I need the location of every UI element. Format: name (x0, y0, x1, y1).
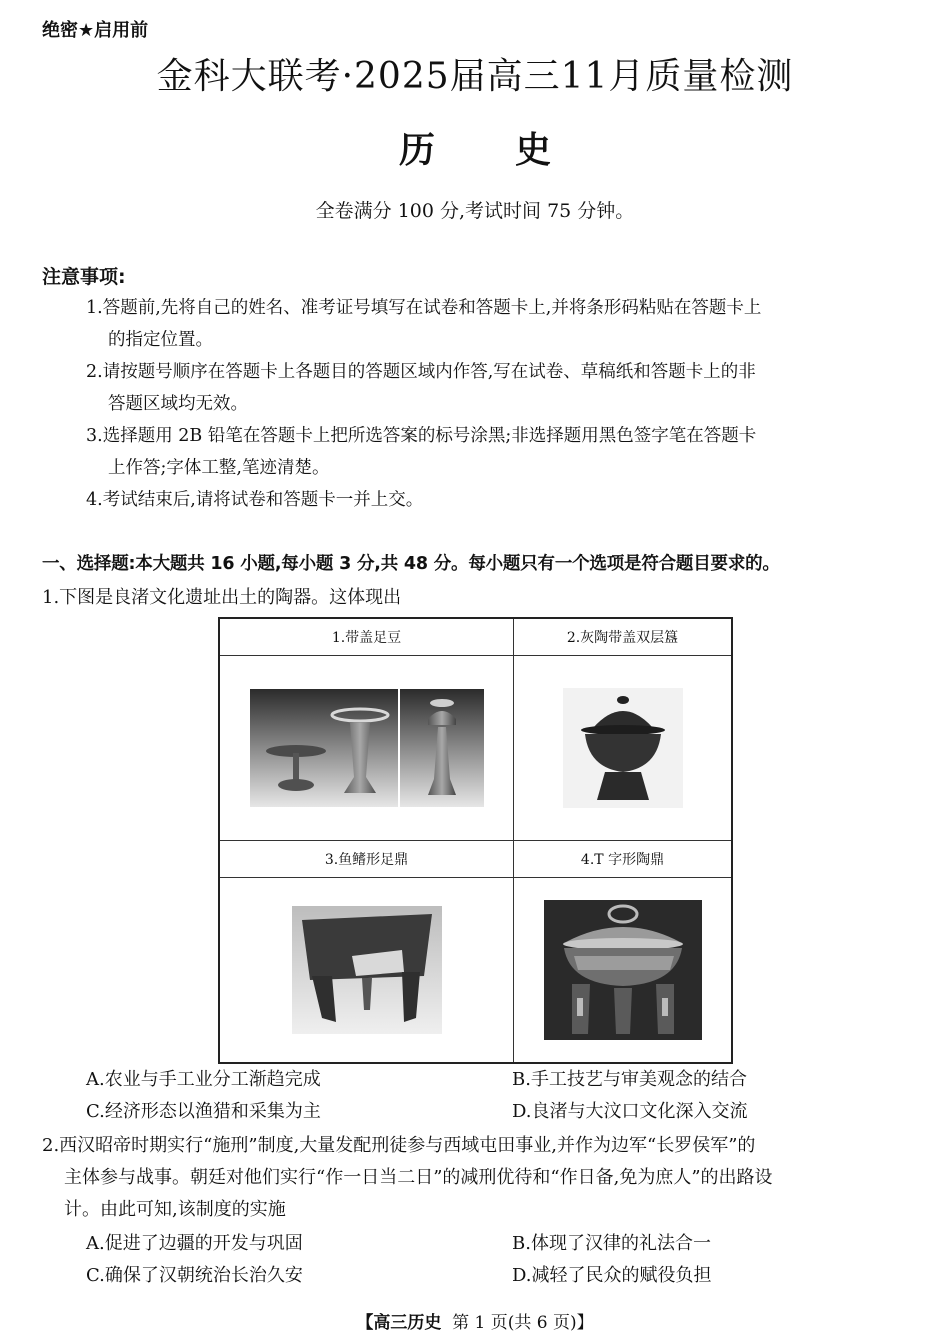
q2-option-a: A.促进了边疆的开发与巩固 (86, 1233, 303, 1254)
subject-char-2: 史 (515, 130, 552, 171)
question-2-stem (42, 1130, 910, 1226)
notice-item-1-line2: 的指定位置。 (108, 330, 213, 350)
notice-item-1 (86, 292, 908, 356)
notice-item-2-line1: 2.请按题号顺序在答题卡上各题目的答题区域内作答,写在试卷、草稿纸和答题卡上的非 (86, 362, 756, 382)
notice-item-2-line2: 答题区域均无效。 (108, 394, 248, 414)
footer-page: 第 1 页(共 6 页)】 (452, 1313, 594, 1333)
double-layer-gui-image (563, 688, 683, 808)
figure-caption-3: 3.鱼鳍形足鼎 (219, 841, 514, 878)
exam-info: 全卷满分 100 分,考试时间 75 分钟。 (315, 200, 635, 222)
subject-char-1: 历 (398, 130, 435, 171)
exam-title: 金科大联考·2025届高三11月质量检测 (156, 56, 794, 97)
footer-label: 【高三历史 (356, 1313, 442, 1333)
q2-line1: 2.西汉昭帝时期实行“施刑”制度,大量发配刑徒参与西域屯田事业,并作为边军“长罗侯军”的 (42, 1135, 756, 1156)
q2-line2: 主体参与战事。朝廷对他们实行“作一日当二日”的减刑优待和“作日备,免为庶人”的出路设 (64, 1167, 773, 1188)
section-heading: 一、选择题:本大题共 16 小题,每小题 3 分,共 48 分。每小题只有一个选项是符合题目要求的。 (42, 554, 780, 574)
figure-image-4 (514, 878, 733, 1064)
notice-item-3-line2: 上作答;字体工整,笔迹清楚。 (108, 458, 330, 478)
q1-option-c: C.经济形态以渔猎和采集为主 (86, 1101, 321, 1122)
question-1-stem: 1.下图是良渚文化遗址出土的陶器。这体现出 (42, 587, 402, 608)
t-shaped-ding-image (544, 900, 702, 1040)
figure-image-2 (514, 656, 733, 841)
notice-item-2 (86, 356, 908, 420)
figure-caption-1: 1.带盖足豆 (219, 618, 514, 656)
figure-caption-2: 2.灰陶带盖双层簋 (514, 618, 733, 656)
notice-item-4 (86, 484, 908, 516)
notice-item-3 (86, 420, 908, 484)
subject-title (0, 122, 950, 173)
notice-item-4-line1: 4.考试结束后,请将试卷和答题卡一并上交。 (86, 490, 424, 510)
confidential-label: 绝密★启用前 (42, 20, 149, 41)
notice-item-3-line1: 3.选择题用 2B 铅笔在答题卡上把所选答案的标号涂黑;非选择题用黑色签字笔在答题卡 (86, 426, 757, 446)
figure-caption-4: 4.T 字形陶鼎 (514, 841, 733, 878)
q2-option-d: D.减轻了民众的赋役负担 (512, 1265, 712, 1286)
fin-foot-ding-image (292, 906, 442, 1034)
page-footer (0, 1308, 950, 1333)
q2-option-c: C.确保了汉朝统治长治久安 (86, 1265, 303, 1286)
q2-line3: 计。由此可知,该制度的实施 (64, 1199, 286, 1220)
figure-image-3 (219, 878, 514, 1064)
notice-heading: 注意事项: (42, 266, 126, 288)
figure-image-1 (219, 656, 514, 841)
pottery-figure-table (218, 617, 733, 1064)
q1-option-d: D.良渚与大汶口文化深入交流 (512, 1101, 748, 1122)
q2-option-b: B.体现了汉律的礼法合一 (512, 1233, 711, 1254)
q1-option-a: A.农业与手工业分工渐趋完成 (86, 1069, 321, 1090)
q1-option-b: B.手工技艺与审美观念的结合 (512, 1069, 747, 1090)
notice-item-1-line1: 1.答题前,先将自己的姓名、准考证号填写在试卷和答题卡上,并将条形码粘贴在答题卡上 (86, 298, 762, 318)
footed-dou-image (250, 689, 484, 807)
